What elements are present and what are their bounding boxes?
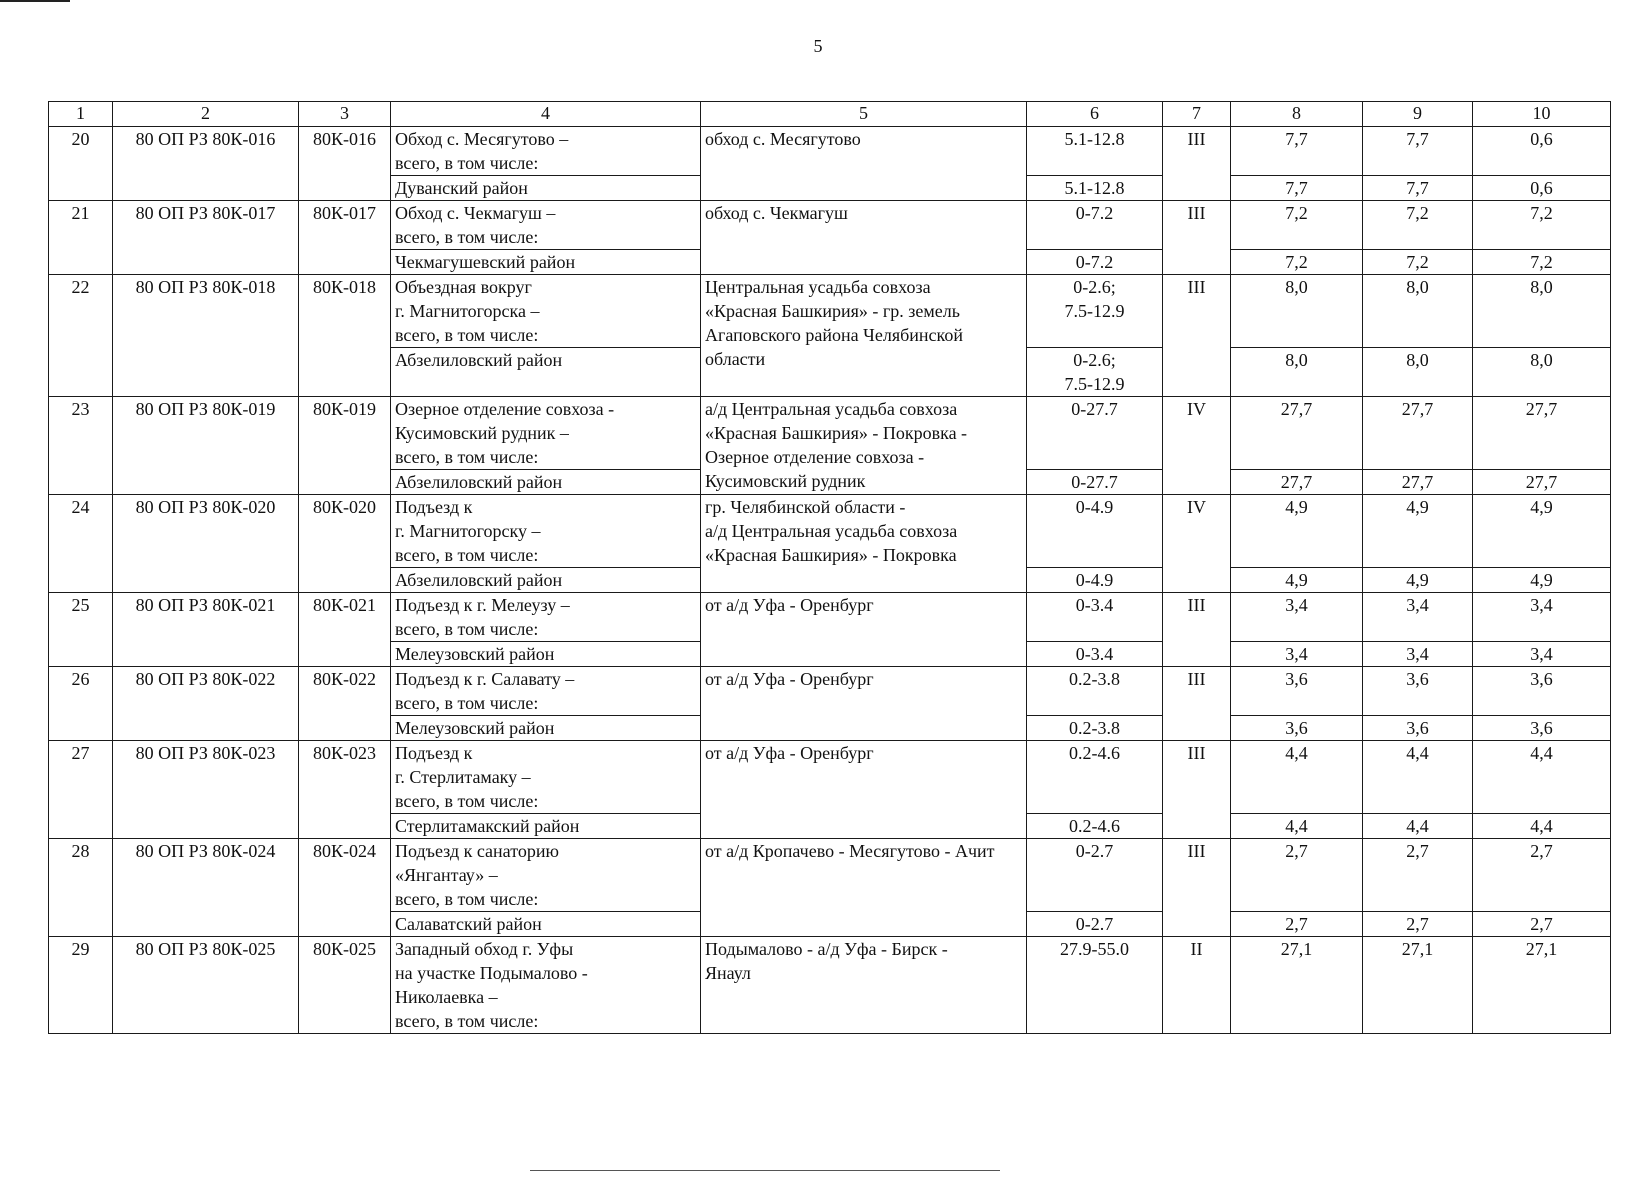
row-number-cell: 25 [49, 593, 113, 667]
length-col10-cell: 7,2 [1473, 201, 1611, 250]
km-range-cell: 0.2-3.8 [1027, 667, 1163, 716]
district-name-cell: Абзелиловский район [391, 470, 701, 495]
category-cell: III [1163, 593, 1231, 667]
km-range-cell: 0-2.6; 7.5-12.9 [1027, 275, 1163, 348]
table-body [49, 102, 1611, 1034]
length-col9-cell: 27,1 [1363, 937, 1473, 1034]
road-name-cell: Подъезд к г. Стерлитамаку – всего, в том числе: [391, 741, 701, 814]
route-description-cell: Подымалово - а/д Уфа - Бирск - Янаул [701, 937, 1027, 1034]
length-col8-cell: 2,7 [1231, 839, 1363, 912]
district-col9-cell: 4,4 [1363, 814, 1473, 839]
district-name-cell: Дуванский район [391, 176, 701, 201]
header-cell: 1 [49, 102, 113, 127]
district-col8-cell: 4,9 [1231, 568, 1363, 593]
table-row [49, 201, 1611, 250]
road-name-cell: Обход с. Чекмагуш – всего, в том числе: [391, 201, 701, 250]
table-row [49, 937, 1611, 1034]
category-cell: IV [1163, 397, 1231, 495]
length-col9-cell: 2,7 [1363, 839, 1473, 912]
length-col10-cell: 4,4 [1473, 741, 1611, 814]
category-cell: III [1163, 667, 1231, 741]
district-col10-cell: 2,7 [1473, 912, 1611, 937]
district-col9-cell: 4,9 [1363, 568, 1473, 593]
road-name-cell: Подъезд к санаторию «Янгантау» – всего, в том числе: [391, 839, 701, 912]
road-id-cell: 80 ОП РЗ 80К-025 [113, 937, 299, 1034]
district-name-cell: Чекмагушевский район [391, 250, 701, 275]
district-name-cell: Мелеузовский район [391, 642, 701, 667]
row-number-cell: 23 [49, 397, 113, 495]
table-row [49, 397, 1611, 470]
district-km-cell: 0-27.7 [1027, 470, 1163, 495]
district-col10-cell: 7,2 [1473, 250, 1611, 275]
route-description-cell: от а/д Кропачево - Месягутово - Ачит [701, 839, 1027, 937]
km-range-cell: 0-2.7 [1027, 839, 1163, 912]
row-number-cell: 26 [49, 667, 113, 741]
route-description-cell: от а/д Уфа - Оренбург [701, 741, 1027, 839]
road-code-cell: 80К-024 [299, 839, 391, 937]
length-col8-cell: 3,6 [1231, 667, 1363, 716]
header-cell: 7 [1163, 102, 1231, 127]
length-col8-cell: 4,9 [1231, 495, 1363, 568]
district-col8-cell: 7,7 [1231, 176, 1363, 201]
length-col9-cell: 4,4 [1363, 741, 1473, 814]
district-km-cell: 0.2-3.8 [1027, 716, 1163, 741]
page-number: 5 [813, 36, 823, 56]
district-col10-cell: 8,0 [1473, 348, 1611, 397]
route-description-cell: обход с. Чекмагуш [701, 201, 1027, 275]
road-code-cell: 80К-023 [299, 741, 391, 839]
district-name-cell: Стерлитамакский район [391, 814, 701, 839]
district-name-cell: Салаватский район [391, 912, 701, 937]
road-name-cell: Объездная вокруг г. Магнитогорска – всего, в том числе: [391, 275, 701, 348]
district-col8-cell: 7,2 [1231, 250, 1363, 275]
district-name-cell: Абзелиловский район [391, 348, 701, 397]
road-code-cell: 80К-020 [299, 495, 391, 593]
district-km-cell: 5.1-12.8 [1027, 176, 1163, 201]
route-description-cell: от а/д Уфа - Оренбург [701, 667, 1027, 741]
district-col10-cell: 4,9 [1473, 568, 1611, 593]
table-header-row [49, 102, 1611, 127]
route-description-cell: обход с. Месягутово [701, 127, 1027, 201]
road-name-cell: Озерное отделение совхоза - Кусимовский рудник – всего, в том числе: [391, 397, 701, 470]
km-range-cell: 5.1-12.8 [1027, 127, 1163, 176]
header-cell: 3 [299, 102, 391, 127]
district-name-cell: Мелеузовский район [391, 716, 701, 741]
road-code-cell: 80К-025 [299, 937, 391, 1034]
length-col9-cell: 3,6 [1363, 667, 1473, 716]
length-col9-cell: 3,4 [1363, 593, 1473, 642]
road-code-cell: 80К-016 [299, 127, 391, 201]
length-col8-cell: 27,7 [1231, 397, 1363, 470]
header-cell: 9 [1363, 102, 1473, 127]
district-km-cell: 0-2.7 [1027, 912, 1163, 937]
district-col10-cell: 0,6 [1473, 176, 1611, 201]
table-row [49, 275, 1611, 348]
category-cell: III [1163, 839, 1231, 937]
header-cell: 6 [1027, 102, 1163, 127]
route-description-cell: гр. Челябинской области - а/д Центральная усадьба совхоза «Красная Башкирия» - Покровка [701, 495, 1027, 593]
road-id-cell: 80 ОП РЗ 80К-023 [113, 741, 299, 839]
length-col10-cell: 3,4 [1473, 593, 1611, 642]
table-row [49, 667, 1611, 716]
length-col8-cell: 27,1 [1231, 937, 1363, 1034]
road-code-cell: 80К-022 [299, 667, 391, 741]
road-name-cell: Подъезд к г. Мелеузу – всего, в том числе: [391, 593, 701, 642]
district-col9-cell: 2,7 [1363, 912, 1473, 937]
district-km-cell: 0-3.4 [1027, 642, 1163, 667]
district-km-cell: 0-4.9 [1027, 568, 1163, 593]
header-cell: 2 [113, 102, 299, 127]
road-id-cell: 80 ОП РЗ 80К-019 [113, 397, 299, 495]
km-range-cell: 0-3.4 [1027, 593, 1163, 642]
table-row [49, 839, 1611, 912]
district-col8-cell: 4,4 [1231, 814, 1363, 839]
district-col10-cell: 3,4 [1473, 642, 1611, 667]
length-col9-cell: 7,7 [1363, 127, 1473, 176]
road-name-cell: Подъезд к г. Магнитогорску – всего, в том числе: [391, 495, 701, 568]
length-col10-cell: 0,6 [1473, 127, 1611, 176]
district-col8-cell: 2,7 [1231, 912, 1363, 937]
length-col10-cell: 2,7 [1473, 839, 1611, 912]
road-id-cell: 80 ОП РЗ 80К-018 [113, 275, 299, 397]
road-code-cell: 80К-017 [299, 201, 391, 275]
length-col8-cell: 7,2 [1231, 201, 1363, 250]
district-col9-cell: 27,7 [1363, 470, 1473, 495]
length-col10-cell: 8,0 [1473, 275, 1611, 348]
route-description-cell: а/д Центральная усадьба совхоза «Красная Башкирия» - Покровка - Озерное отделение совхоза - Кусимовский рудник [701, 397, 1027, 495]
district-col8-cell: 27,7 [1231, 470, 1363, 495]
table-row [49, 127, 1611, 176]
district-col10-cell: 3,6 [1473, 716, 1611, 741]
district-col9-cell: 8,0 [1363, 348, 1473, 397]
category-cell: III [1163, 201, 1231, 275]
road-name-cell: Западный обход г. Уфы на участке Подымалово - Николаевка – всего, в том числе: [391, 937, 701, 1034]
length-col8-cell: 7,7 [1231, 127, 1363, 176]
top-edge-rule [0, 0, 70, 2]
district-col9-cell: 3,4 [1363, 642, 1473, 667]
road-code-cell: 80К-018 [299, 275, 391, 397]
row-number-cell: 29 [49, 937, 113, 1034]
district-km-cell: 0.2-4.6 [1027, 814, 1163, 839]
km-range-cell: 27.9-55.0 [1027, 937, 1163, 1034]
road-id-cell: 80 ОП РЗ 80К-022 [113, 667, 299, 741]
district-col8-cell: 3,6 [1231, 716, 1363, 741]
row-number-cell: 24 [49, 495, 113, 593]
header-cell: 4 [391, 102, 701, 127]
header-cell: 10 [1473, 102, 1611, 127]
road-code-cell: 80К-021 [299, 593, 391, 667]
district-col9-cell: 7,7 [1363, 176, 1473, 201]
table-row [49, 741, 1611, 814]
length-col9-cell: 8,0 [1363, 275, 1473, 348]
route-description-cell: от а/д Уфа - Оренбург [701, 593, 1027, 667]
length-col8-cell: 3,4 [1231, 593, 1363, 642]
district-col8-cell: 8,0 [1231, 348, 1363, 397]
length-col8-cell: 8,0 [1231, 275, 1363, 348]
category-cell: III [1163, 275, 1231, 397]
district-col10-cell: 27,7 [1473, 470, 1611, 495]
category-cell: III [1163, 741, 1231, 839]
length-col9-cell: 4,9 [1363, 495, 1473, 568]
road-id-cell: 80 ОП РЗ 80К-024 [113, 839, 299, 937]
road-name-cell: Обход с. Месягутово – всего, в том числе: [391, 127, 701, 176]
district-name-cell: Абзелиловский район [391, 568, 701, 593]
district-col8-cell: 3,4 [1231, 642, 1363, 667]
header-cell: 8 [1231, 102, 1363, 127]
length-col10-cell: 27,1 [1473, 937, 1611, 1034]
road-id-cell: 80 ОП РЗ 80К-016 [113, 127, 299, 201]
roads-table [48, 101, 1611, 1034]
row-number-cell: 22 [49, 275, 113, 397]
km-range-cell: 0-7.2 [1027, 201, 1163, 250]
road-id-cell: 80 ОП РЗ 80К-021 [113, 593, 299, 667]
length-col10-cell: 3,6 [1473, 667, 1611, 716]
district-col9-cell: 3,6 [1363, 716, 1473, 741]
road-code-cell: 80К-019 [299, 397, 391, 495]
length-col10-cell: 4,9 [1473, 495, 1611, 568]
category-cell: II [1163, 937, 1231, 1034]
district-km-cell: 0-2.6; 7.5-12.9 [1027, 348, 1163, 397]
district-col10-cell: 4,4 [1473, 814, 1611, 839]
header-cell: 5 [701, 102, 1027, 127]
route-description-cell: Центральная усадьба совхоза «Красная Башкирия» - гр. земель Агаповского района Челябинской области [701, 275, 1027, 397]
km-range-cell: 0-27.7 [1027, 397, 1163, 470]
length-col10-cell: 27,7 [1473, 397, 1611, 470]
district-km-cell: 0-7.2 [1027, 250, 1163, 275]
road-id-cell: 80 ОП РЗ 80К-017 [113, 201, 299, 275]
row-number-cell: 20 [49, 127, 113, 201]
km-range-cell: 0.2-4.6 [1027, 741, 1163, 814]
length-col8-cell: 4,4 [1231, 741, 1363, 814]
road-id-cell: 80 ОП РЗ 80К-020 [113, 495, 299, 593]
km-range-cell: 0-4.9 [1027, 495, 1163, 568]
row-number-cell: 28 [49, 839, 113, 937]
length-col9-cell: 27,7 [1363, 397, 1473, 470]
table-row [49, 495, 1611, 568]
row-number-cell: 21 [49, 201, 113, 275]
length-col9-cell: 7,2 [1363, 201, 1473, 250]
table-row [49, 593, 1611, 642]
category-cell: III [1163, 127, 1231, 201]
district-col9-cell: 7,2 [1363, 250, 1473, 275]
bottom-scan-rule [530, 1170, 1000, 1171]
road-name-cell: Подъезд к г. Салавату – всего, в том числе: [391, 667, 701, 716]
category-cell: IV [1163, 495, 1231, 593]
row-number-cell: 27 [49, 741, 113, 839]
